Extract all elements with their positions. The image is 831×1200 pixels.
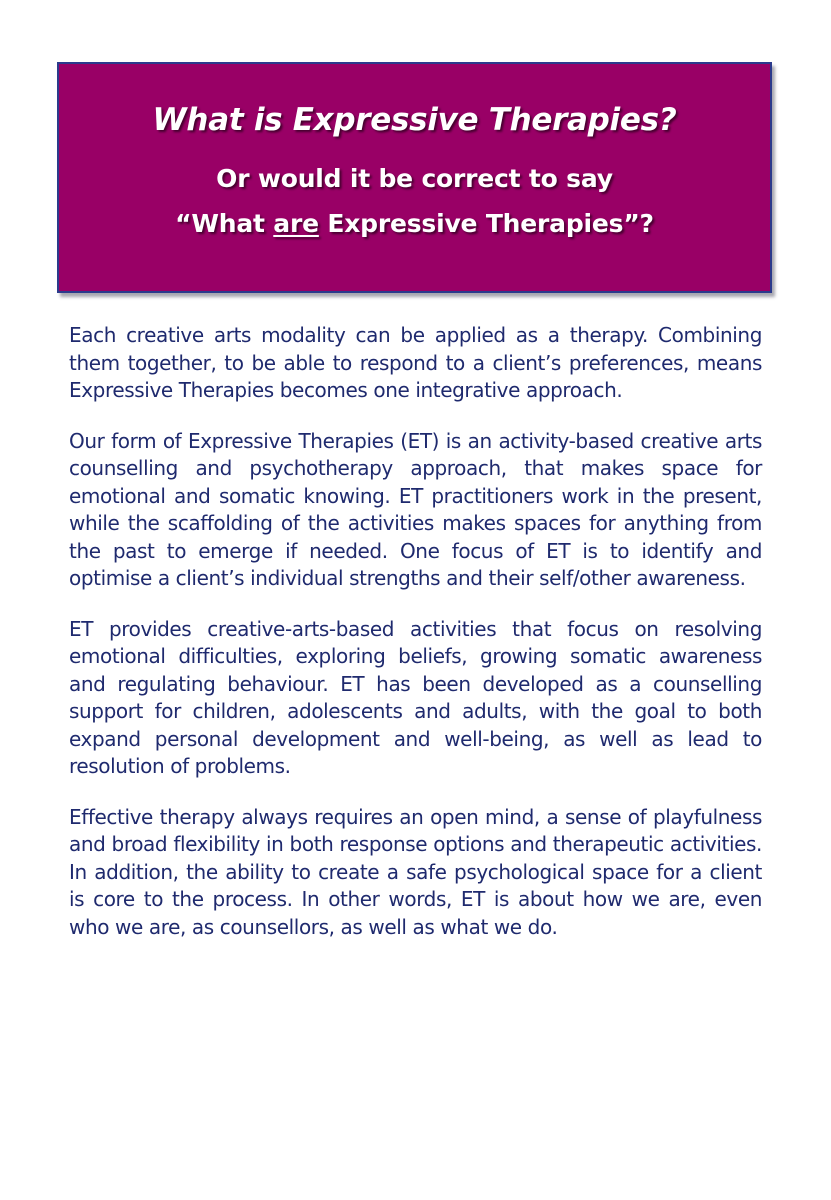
page-title: What is Expressive Therapies? <box>152 102 677 138</box>
subtitle-line-2 <box>59 201 770 246</box>
subtitle-suffix: Expressive Therapies”? <box>318 209 654 238</box>
paragraph-1: Each creative arts modality can be applied as a therapy. Combining them together, to be able to respond to a client’s preferences, means Expressive Therapies becomes one integrative approach. <box>69 323 762 402</box>
title-banner <box>57 62 772 293</box>
subtitle-prefix: “What <box>175 209 274 238</box>
paragraph-2: Our form of Expressive Therapies (ET) is an activity-based creative arts counselling and psychotherapy approach, that makes space for emotional and somatic knowing. ET practitioners work in the present, while the scaffolding of the activities makes spaces for anything from the past to emerge if needed. One focus of ET is to identify and optimise a client’s individual strengths and their self/other awareness. <box>69 428 762 590</box>
subtitle-line-1: Or would it be correct to say <box>216 164 613 193</box>
body-text <box>69 322 762 964</box>
paragraph-4: Effective therapy always requires an open mind, a sense of playfulness and broad flexibility in both response options and therapeutic activities. In addition, the ability to create a safe psychological space for a client is core to the process. In other words, ET is about how we are, even who we are, as counsellors, as well as what we do. <box>69 804 762 939</box>
subtitle-emphasis: are <box>273 209 319 238</box>
paragraph-3: ET provides creative-arts-based activities that focus on resolving emotional difficulties, exploring beliefs, growing somatic awareness and regulating behaviour. ET has been developed as a counselling support for children, adolescents and adults, with the goal to both expand personal development and well-being, as well as lead to resolution of problems. <box>69 616 762 778</box>
page-subtitle <box>59 156 770 246</box>
